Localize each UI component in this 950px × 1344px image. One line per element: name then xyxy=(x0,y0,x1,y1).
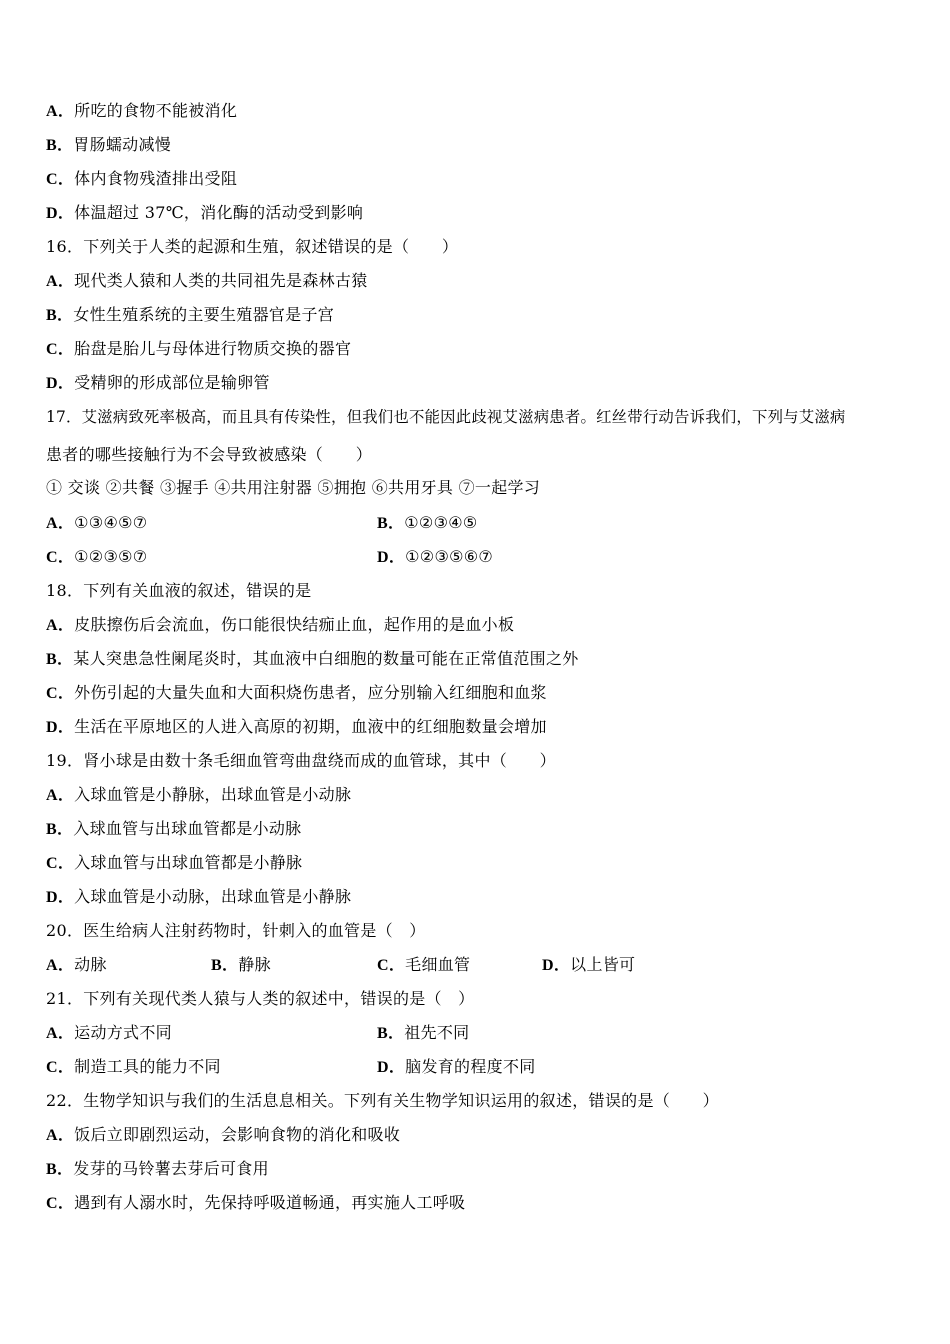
option-text: 胎盘是胎儿与母体进行物质交换的器官 xyxy=(74,339,352,358)
q22-option-c xyxy=(46,1193,465,1214)
q18-stem: 18．下列有关血液的叙述，错误的是 xyxy=(46,581,312,600)
q17-option-d xyxy=(377,547,493,568)
q19-option-d xyxy=(46,887,351,908)
option-text: 入球血管与出球血管都是小动脉 xyxy=(73,819,302,838)
q22-option-a xyxy=(46,1125,400,1146)
option-text: 胃肠蠕动减慢 xyxy=(73,135,172,154)
option-label: C． xyxy=(377,957,406,974)
option-label: C． xyxy=(46,1059,75,1076)
q21-option-a xyxy=(46,1023,172,1044)
q15-option-a xyxy=(46,101,237,122)
q19-option-b xyxy=(46,819,301,840)
option-text: 入球血管是小静脉，出球血管是小动脉 xyxy=(74,785,352,804)
q20-stem: 20．医生给病人注射药物时，针刺入的血管是（ ） xyxy=(46,921,426,940)
q22-option-b xyxy=(46,1159,269,1180)
q22-stem: 22．生物学知识与我们的生活息息相关。下列有关生物学知识运用的叙述，错误的是（ ） xyxy=(46,1091,719,1110)
option-label: C． xyxy=(46,685,75,702)
q16-option-d xyxy=(46,373,270,394)
option-text: 动脉 xyxy=(74,955,107,974)
option-text: 遇到有人溺水时，先保持呼吸道畅通，再实施人工呼吸 xyxy=(74,1193,466,1212)
q19-option-a xyxy=(46,785,351,806)
option-text: ①③④⑤⑦ xyxy=(74,513,148,532)
option-label: D． xyxy=(46,889,75,906)
option-text: 生活在平原地区的人进入高原的初期，血液中的红细胞数量会增加 xyxy=(74,717,547,736)
option-text: 受精卵的形成部位是输卵管 xyxy=(74,373,270,392)
option-text: 运动方式不同 xyxy=(74,1023,172,1042)
option-label: C． xyxy=(46,549,75,566)
q19-option-c xyxy=(46,853,302,874)
option-text: 入球血管是小动脉，出球血管是小静脉 xyxy=(74,887,352,906)
option-label: D． xyxy=(46,375,75,392)
q17-items: ① 交谈 ②共餐 ③握手 ④共用注射器 ⑤拥抱 ⑥共用牙具 ⑦一起学习 xyxy=(46,478,541,497)
option-text: 祖先不同 xyxy=(404,1023,470,1042)
option-label: D． xyxy=(377,1059,406,1076)
option-text: 体温超过 37℃，消化酶的活动受到影响 xyxy=(74,203,364,222)
q17-stem-line1: 17．艾滋病致死率极高，而且具有传染性，但我们也不能因此歧视艾滋病患者。红丝带行动告诉我们，下列与艾滋病 xyxy=(46,408,846,426)
option-text: 制造工具的能力不同 xyxy=(74,1057,221,1076)
q17-option-c xyxy=(46,547,147,568)
q18-option-d xyxy=(46,717,547,738)
q18-option-a xyxy=(46,615,514,636)
q21-option-b xyxy=(377,1023,469,1044)
q20-option-a xyxy=(46,955,107,976)
option-label: B． xyxy=(46,821,74,838)
option-text: 毛细血管 xyxy=(405,955,471,974)
option-label: D． xyxy=(542,957,571,974)
q18-option-c xyxy=(46,683,547,704)
option-label: C． xyxy=(46,855,75,872)
q20-option-c xyxy=(377,955,470,976)
option-text: 女性生殖系统的主要生殖器官是子宫 xyxy=(73,305,335,324)
q16-stem: 16．下列关于人类的起源和生殖，叙述错误的是（ ） xyxy=(46,237,459,256)
option-text: 饭后立即剧烈运动，会影响食物的消化和吸收 xyxy=(74,1125,401,1144)
q19-stem: 19．肾小球是由数十条毛细血管弯曲盘绕而成的血管球，其中（ ） xyxy=(46,751,556,770)
option-label: D． xyxy=(46,205,75,222)
option-label: C． xyxy=(46,1195,75,1212)
option-text: 皮肤擦伤后会流血，伤口能很快结痂止血，起作用的是血小板 xyxy=(74,615,515,634)
q15-option-d xyxy=(46,203,363,224)
option-text: 体内食物残渣排出受阻 xyxy=(74,169,238,188)
q15-option-c xyxy=(46,169,237,190)
option-text: 静脉 xyxy=(238,955,271,974)
option-label: A． xyxy=(46,103,75,120)
option-text: 脑发育的程度不同 xyxy=(405,1057,536,1076)
option-label: A． xyxy=(46,787,75,804)
q21-option-d xyxy=(377,1057,536,1078)
q15-option-b xyxy=(46,135,171,156)
q18-option-b xyxy=(46,649,579,670)
q16-option-a xyxy=(46,271,368,292)
q16-option-b xyxy=(46,305,334,326)
option-label: A． xyxy=(46,1127,75,1144)
option-text: 某人突患急性阑尾炎时，其血液中白细胞的数量可能在正常值范围之外 xyxy=(73,649,579,668)
option-text: 以上皆可 xyxy=(570,955,636,974)
option-label: B． xyxy=(211,957,239,974)
q17-option-b xyxy=(377,513,478,534)
option-text: 现代类人猿和人类的共同祖先是森林古猿 xyxy=(74,271,368,290)
option-text: ①②③④⑤ xyxy=(404,513,478,532)
q17-option-a xyxy=(46,513,147,534)
option-label: C． xyxy=(46,171,75,188)
q21-stem: 21．下列有关现代类人猿与人类的叙述中，错误的是（ ） xyxy=(46,989,475,1008)
q17-stem-line2: 患者的哪些接触行为不会导致被感染（ ） xyxy=(46,445,373,464)
q21-option-c xyxy=(46,1057,221,1078)
option-label: A． xyxy=(46,273,75,290)
q20-option-b xyxy=(211,955,271,976)
option-text: 入球血管与出球血管都是小静脉 xyxy=(74,853,303,872)
q20-option-d xyxy=(542,955,635,976)
option-label: D． xyxy=(377,549,406,566)
option-label: C． xyxy=(46,341,75,358)
option-label: B． xyxy=(377,515,405,532)
option-label: A． xyxy=(46,1025,75,1042)
q16-option-c xyxy=(46,339,351,360)
option-text: ①②③⑤⑦ xyxy=(74,547,148,566)
option-label: A． xyxy=(46,515,75,532)
option-label: B． xyxy=(46,307,74,324)
option-label: A． xyxy=(46,617,75,634)
option-text: 发芽的马铃薯去芽后可食用 xyxy=(73,1159,269,1178)
option-label: B． xyxy=(46,137,74,154)
option-text: ①②③⑤⑥⑦ xyxy=(405,547,494,566)
option-label: A． xyxy=(46,957,75,974)
option-text: 外伤引起的大量失血和大面积烧伤患者，应分别输入红细胞和血浆 xyxy=(74,683,547,702)
option-label: D． xyxy=(46,719,75,736)
option-label: B． xyxy=(377,1025,405,1042)
option-text: 所吃的食物不能被消化 xyxy=(74,101,238,120)
option-label: B． xyxy=(46,1161,74,1178)
option-label: B． xyxy=(46,651,74,668)
